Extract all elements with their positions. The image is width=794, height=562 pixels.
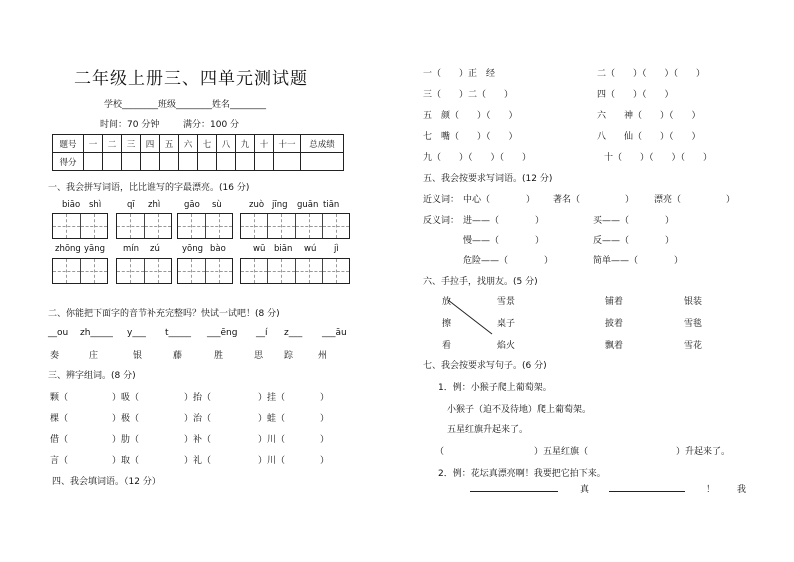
score-input-cell[interactable] xyxy=(103,153,122,171)
score-input-cell[interactable] xyxy=(255,153,274,171)
syllable[interactable]: __ou xyxy=(48,328,69,338)
pinyin: biān xyxy=(274,244,293,254)
word-cell: ）蛙（ xyxy=(258,414,286,424)
example-1: 1．例：小猴子爬上葡萄架。 xyxy=(438,383,552,393)
score-header-cell: 一 xyxy=(84,135,103,153)
syllable[interactable]: t_____ xyxy=(165,328,192,338)
idiom-item[interactable]: 九（ ）（ ）（ ） xyxy=(423,153,532,163)
pinyin: wū xyxy=(253,244,266,254)
idiom-item[interactable]: 十（ ）（ ）（ ） xyxy=(604,153,713,163)
word-cell: 言（ xyxy=(50,456,69,466)
exercise-1-fill-open[interactable]: （ xyxy=(435,447,445,457)
word-cell: ）礼（ xyxy=(184,456,212,466)
word-cell: ）肋（ xyxy=(112,435,140,445)
section-2-heading: 二、你能把下面字的音节补充完整吗？快试一试吧！(8 分) xyxy=(48,309,280,319)
word-cell: 颗（ xyxy=(50,393,69,403)
char: 踪 xyxy=(284,351,294,361)
match-word[interactable]: 披着 xyxy=(605,319,624,329)
score-input-cell[interactable] xyxy=(84,153,103,171)
section-3-heading: 三、辨字组词。(8 分) xyxy=(48,371,136,381)
word-cell: ）取（ xyxy=(112,456,140,466)
match-word[interactable]: 桌子 xyxy=(497,319,516,329)
word-cell: ）川（ xyxy=(258,456,286,466)
example-2-word: 真 xyxy=(580,485,590,495)
syllable[interactable]: z___ xyxy=(284,328,303,338)
score-header-cell: 六 xyxy=(179,135,198,153)
synonym-item[interactable]: 著名（ ） xyxy=(553,195,635,205)
score-table-header-row xyxy=(53,135,344,153)
writing-grid[interactable] xyxy=(52,258,108,284)
score-input-cell[interactable] xyxy=(179,153,198,171)
pinyin: zuò xyxy=(249,200,265,210)
score-input-cell[interactable] xyxy=(217,153,236,171)
idiom-item[interactable]: 二（ ）（ ）（ ） xyxy=(597,69,706,79)
antonym-item[interactable]: 危险——（ ） xyxy=(463,256,554,266)
synonym-label: 近义词： xyxy=(423,195,460,205)
word-cell: ）抬（ xyxy=(184,393,212,403)
score-input-cell[interactable] xyxy=(198,153,217,171)
example-1-answer: 小猴子（迫不及待地）爬上葡萄架。 xyxy=(447,405,592,415)
writing-grid[interactable] xyxy=(240,213,350,239)
pinyin: biāo xyxy=(62,200,81,210)
pinyin: yōng xyxy=(182,244,204,254)
pinyin: zhì xyxy=(148,200,161,210)
match-word[interactable]: 银装 xyxy=(684,297,703,307)
section-4-heading: 四、我会填词语。（12 分） xyxy=(52,477,161,487)
antonym-label: 反义词： xyxy=(423,216,460,226)
score-input-cell[interactable] xyxy=(122,153,141,171)
exercise-1-fill-end[interactable]: ）升起来了。 xyxy=(676,447,731,457)
word-cell: ） xyxy=(320,393,330,403)
pinyin: jīng xyxy=(272,200,288,210)
answer-blank[interactable] xyxy=(470,482,558,492)
antonym-item[interactable]: 买——（ ） xyxy=(593,216,675,226)
score-input-cell[interactable] xyxy=(141,153,160,171)
match-word[interactable]: 看 xyxy=(442,341,452,351)
word-cell: ） xyxy=(320,435,330,445)
score-input-cell[interactable] xyxy=(301,153,344,171)
example-2-word: ！ xyxy=(706,485,716,495)
writing-grid[interactable] xyxy=(177,213,233,239)
score-header-cell: 九 xyxy=(236,135,255,153)
pinyin: sù xyxy=(212,200,222,210)
idiom-item[interactable]: 六 神（ ）（ ） xyxy=(597,111,701,121)
idiom-item[interactable]: 七 嘴（ ）（ ） xyxy=(423,132,518,142)
word-cell: ）治（ xyxy=(184,414,212,424)
score-table-score-row xyxy=(53,153,344,171)
pinyin: qī xyxy=(127,200,135,210)
word-cell: ） xyxy=(320,414,330,424)
section-6-heading: 六、手拉手，找朋友。(5 分) xyxy=(423,277,538,287)
student-info: 学校________班级________姓名________ xyxy=(104,100,267,110)
page-title: 二年级上册三、四单元测试题 xyxy=(74,69,308,89)
score-table xyxy=(52,134,344,171)
syllable[interactable]: ___ēng xyxy=(207,328,238,338)
syllable[interactable]: ___āu xyxy=(322,328,347,338)
pinyin: mín xyxy=(123,244,140,254)
score-header-cell: 三 xyxy=(122,135,141,153)
syllable[interactable]: y___ xyxy=(127,328,146,338)
word-cell: 棵（ xyxy=(50,414,69,424)
score-row-label: 得分 xyxy=(53,153,84,171)
score-header-cell: 八 xyxy=(217,135,236,153)
pinyin: bào xyxy=(210,244,226,254)
score-input-cell[interactable] xyxy=(236,153,255,171)
match-word[interactable]: 飘着 xyxy=(605,341,624,351)
example-2-word: 我 xyxy=(737,485,747,495)
char: 庄 xyxy=(89,351,99,361)
section-7-heading: 七、我会按要求写句子。(6 分) xyxy=(423,361,547,371)
pinyin: yāng xyxy=(84,244,106,254)
score-header-cell: 总成绩 xyxy=(301,135,344,153)
synonym-item[interactable]: 中心（ ） xyxy=(463,195,536,205)
char: 州 xyxy=(318,351,328,361)
score-header-cell: 四 xyxy=(141,135,160,153)
antonym-item[interactable]: 反——（ ） xyxy=(593,236,675,246)
match-word[interactable]: 雪花 xyxy=(684,341,703,351)
synonym-item[interactable]: 漂亮（ ） xyxy=(654,195,736,205)
score-header-cell: 题号 xyxy=(53,135,84,153)
score-header-cell: 十一 xyxy=(274,135,301,153)
char: 银 xyxy=(133,351,143,361)
pinyin: wú xyxy=(304,244,317,254)
match-word[interactable]: 擦 xyxy=(442,319,452,329)
word-cell: ）补（ xyxy=(184,435,212,445)
answer-blank[interactable] xyxy=(609,482,685,492)
match-word[interactable]: 焰火 xyxy=(497,341,516,351)
match-word[interactable]: 铺着 xyxy=(605,297,624,307)
pinyin: tiān xyxy=(323,200,340,210)
pinyin: zú xyxy=(150,244,160,254)
score-input-cell[interactable] xyxy=(274,153,301,171)
word-cell: ）川（ xyxy=(258,435,286,445)
section-1-heading: 一、我会拼写词语，比比谁写的字最漂亮。(16 分) xyxy=(48,183,250,193)
idiom-item[interactable]: 三（ ）二（ ） xyxy=(423,90,514,100)
score-header-cell: 五 xyxy=(160,135,179,153)
exercise-1-prompt: 五星红旗升起来了。 xyxy=(447,425,529,435)
match-word[interactable]: 放 xyxy=(442,297,452,307)
word-cell: ）极（ xyxy=(112,414,140,424)
idiom-item[interactable]: 四（ ）（ ） xyxy=(597,90,674,100)
pinyin: shì xyxy=(89,200,102,210)
pinyin: gāo xyxy=(184,200,200,210)
pinyin: jì xyxy=(334,244,339,254)
pinyin: guān xyxy=(297,200,319,210)
word-cell: 借（ xyxy=(50,435,69,445)
pinyin: zhōng xyxy=(55,244,81,254)
char: 奏 xyxy=(50,351,60,361)
writing-grid[interactable] xyxy=(177,258,233,284)
char: 藤 xyxy=(173,351,183,361)
word-cell: ）吸（ xyxy=(112,393,140,403)
section-5-heading: 五、我会按要求写词语。(12 分) xyxy=(423,174,553,184)
writing-grid[interactable] xyxy=(116,213,172,239)
full-score: 满分：100 分 xyxy=(183,120,240,130)
score-header-cell: 二 xyxy=(103,135,122,153)
writing-grid[interactable] xyxy=(240,258,350,284)
idiom-item[interactable]: 一（ ）正 经 xyxy=(423,69,496,79)
writing-grid[interactable] xyxy=(116,258,172,284)
writing-grid[interactable] xyxy=(52,213,108,239)
score-input-cell[interactable] xyxy=(160,153,179,171)
exercise-1-fill-mid[interactable]: ）五星红旗（ xyxy=(534,447,589,457)
antonym-item[interactable]: 慢——（ ） xyxy=(463,236,545,246)
word-cell: ）挂（ xyxy=(258,393,286,403)
antonym-item[interactable]: 简单——（ ） xyxy=(593,256,684,266)
score-header-cell: 七 xyxy=(198,135,217,153)
syllable[interactable]: __í xyxy=(256,328,268,338)
word-cell: ） xyxy=(320,456,330,466)
char: 胜 xyxy=(214,351,224,361)
match-word[interactable]: 雪景 xyxy=(497,297,516,307)
antonym-item[interactable]: 进——（ ） xyxy=(463,216,545,226)
char: 思 xyxy=(254,351,264,361)
idiom-item[interactable]: 五 颜（ ）（ ） xyxy=(423,111,518,121)
score-header-cell: 十 xyxy=(255,135,274,153)
idiom-item[interactable]: 八 仙（ ）（ ） xyxy=(597,132,701,142)
exam-time: 时间：70 分钟 xyxy=(100,120,160,130)
match-word[interactable]: 雪毯 xyxy=(684,319,703,329)
example-2: 2．例：花坛真漂亮啊！我要把它拍下来。 xyxy=(438,469,606,479)
syllable[interactable]: zh_____ xyxy=(80,328,113,338)
